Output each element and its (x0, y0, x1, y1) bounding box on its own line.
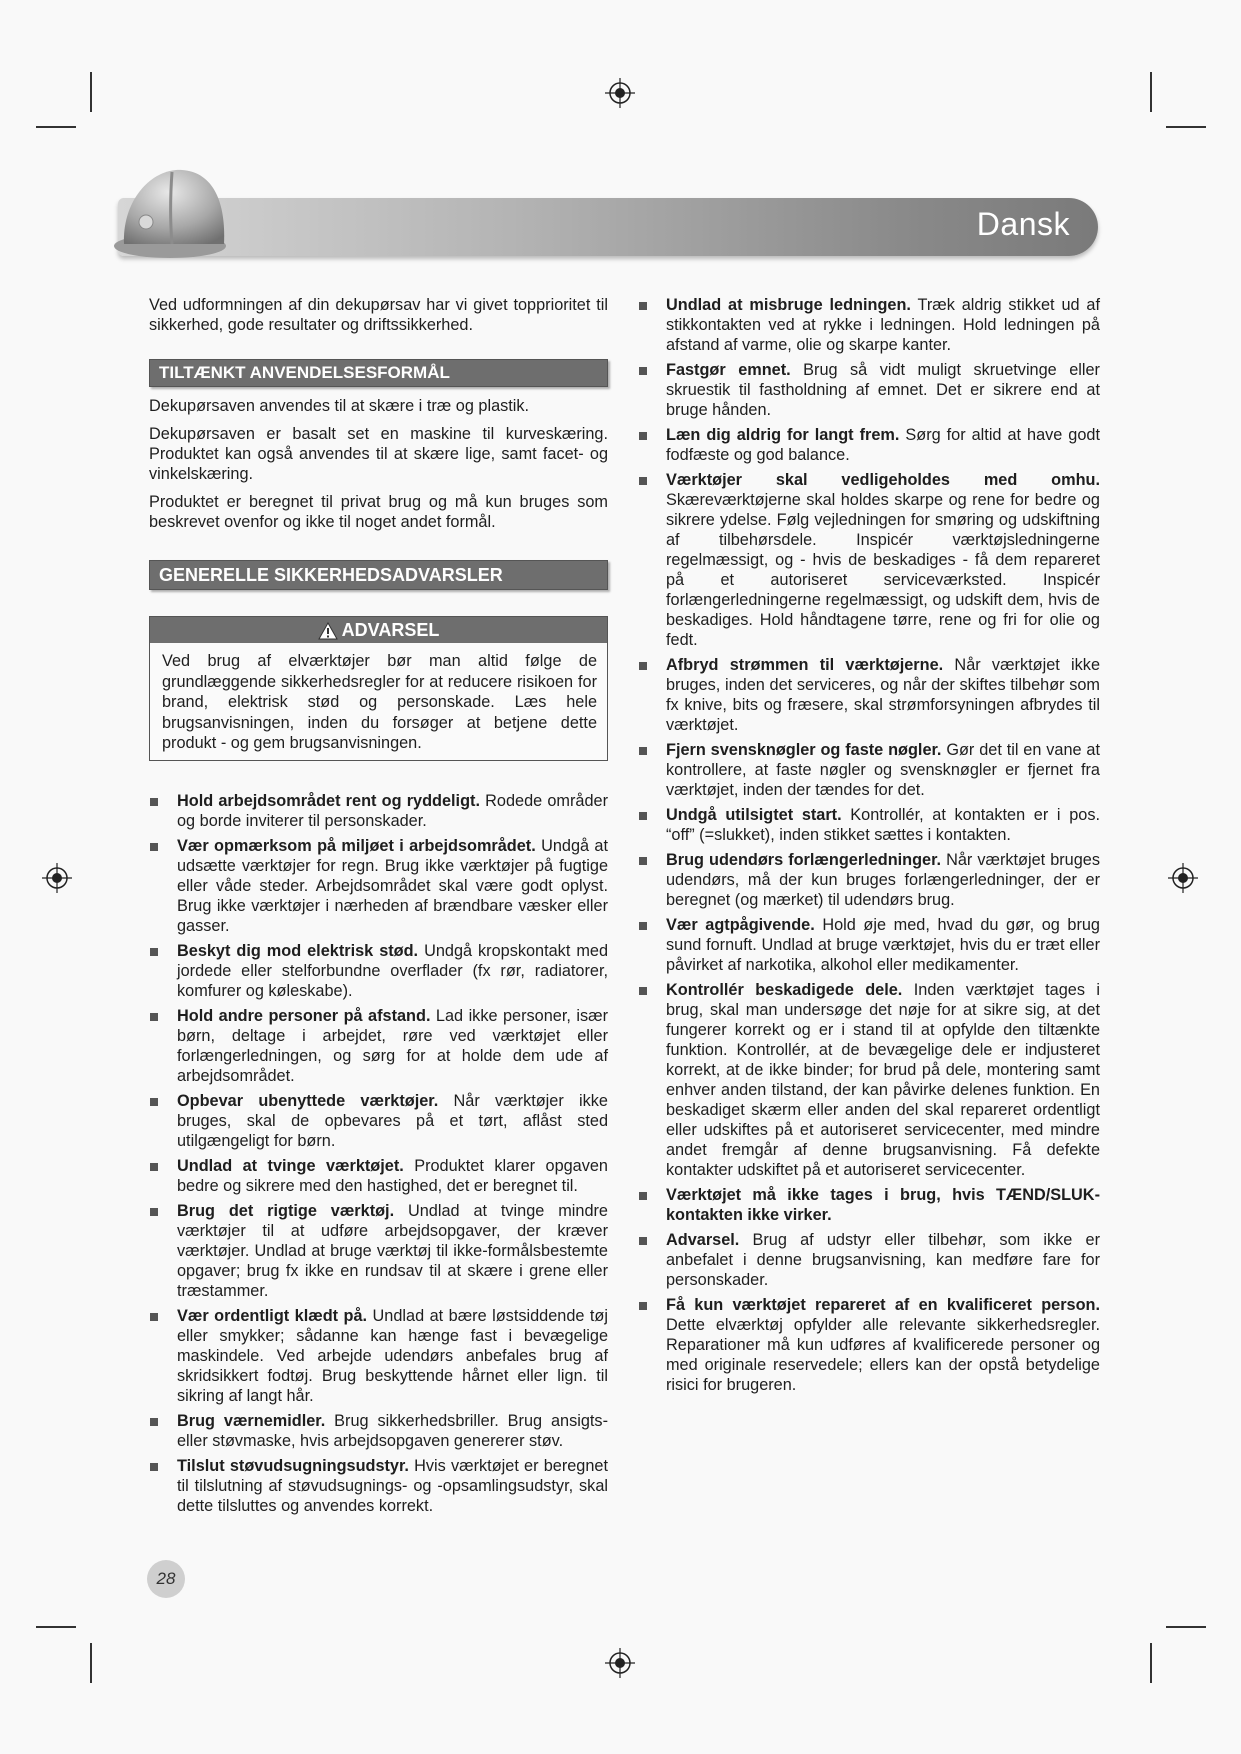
safety-item-text: Kontrollér, at kontakten er i pos. “off” (=slukket), inden stikket sættes i kontakten. (666, 806, 1100, 844)
safety-item-text: Dette elværktøj opfylder alle relevante sikkerhedsregler. Reparationer må kun udføres af kvalificerede personer og med originale reservedele; ellers kan der opstå betydelige risici for brugeren. (666, 1316, 1100, 1394)
bullet-square-icon (639, 1237, 647, 1245)
intended-use-paragraph: Produktet er beregnet til privat brug og må kun bruges som beskrevet ovenfor og ikke til noget andet formål. (149, 493, 608, 531)
safety-item-title: Undlad at tvinge værktøjet. (177, 1156, 404, 1175)
safety-item-text: Undlad at bære løstsiddende tøj eller smykker; sådanne kan hænge fast i bevægelige maskindele. Ved arbejde udendørs anbefales brug af skridsikkert fodtøj. Brug beskyttende hårnet eller lign. til sikring af langt hår. (177, 1306, 608, 1405)
bullet-square-icon (150, 948, 158, 956)
warning-text: Ved brug af elværktøjer bør man altid følge de grundlæggende sikkerhedsregler for at reducere risikoen for brand, elektrisk stød og personskade. Læs hele brugsanvisningen, inden du forsøger at betjene dette produkt - og gem brugsanvisningen. (162, 652, 597, 753)
safety-item-title: Undgå utilsigtet start. (666, 806, 842, 824)
safety-item-text: Brug af udstyr eller tilbehør, som ikke er anbefalet i denne brugsanvisning, kan medføre fare for personskader. (666, 1231, 1100, 1289)
safety-item-title: Vær agtpågivende. (666, 916, 815, 934)
bullet-square-icon (150, 1313, 158, 1321)
safety-item-title: Fastgør emnet. (666, 361, 791, 379)
safety-item-title: Undlad at misbruge ledningen. (666, 296, 911, 314)
crop-mark (90, 72, 92, 112)
left-column (149, 295, 608, 1521)
safety-item-text: Produktet klarer opgaven bedre og sikrere med den hastighed, det er beregnet til. (177, 1156, 608, 1195)
bullet-square-icon (639, 302, 647, 310)
crop-mark (1150, 1643, 1152, 1683)
safety-item-text: Når værktøjer ikke bruges, skal de opbevares på et tørt, aflåst sted utilgængeligt for børn. (177, 1091, 608, 1150)
bullet-square-icon (639, 477, 647, 485)
safety-item (638, 740, 1100, 800)
bullet-square-icon (150, 1463, 158, 1471)
safety-item (149, 1456, 608, 1516)
safety-item (638, 1295, 1100, 1395)
crop-mark (1166, 126, 1206, 128)
safety-item-title: Værktøjet må ikke tages i brug, hvis TÆND/SLUK-kontakten ikke virker. (666, 1186, 1100, 1224)
safety-item (638, 1185, 1100, 1225)
safety-item (638, 470, 1100, 650)
safety-item (149, 791, 608, 831)
bullet-square-icon (639, 432, 647, 440)
crop-mark (90, 1643, 92, 1683)
safety-item (638, 425, 1100, 465)
bullet-square-icon (639, 747, 647, 755)
page-number: 28 (147, 1560, 185, 1598)
bullet-square-icon (639, 367, 647, 375)
bullet-square-icon (639, 812, 647, 820)
safety-item-title: Opbevar ubenyttede værktøjer. (177, 1091, 439, 1110)
safety-item-text: Undgå kropskontakt med jordede eller stelforbundne overflader (fx rør, radiatorer, komfurer og køleskabe). (177, 941, 608, 1000)
bullet-square-icon (150, 1208, 158, 1216)
safety-item-title: Brug udendørs forlængerledninger. (666, 851, 942, 869)
safety-item (149, 941, 608, 1001)
safety-item-title: Læn dig aldrig for langt frem. (666, 426, 900, 444)
intended-use-paragraph: Dekupørsaven anvendes til at skære i træ og plastik. (149, 397, 530, 415)
safety-item (149, 1306, 608, 1406)
safety-item-title: Beskyt dig mod elektrisk stød. (177, 941, 419, 960)
safety-item-text: Inden værktøjet tages i brug, skal man undersøge det nøje for at sikre sig, at det fungerer korrekt og er i stand til at opfylde den tiltænkte funktion. Kontrollér, at de bevægelige dele er indjusteret korrekt, at de ikke binder; for brud på dele, montering samt enhver anden tilstand, der kan påvirke delenes funktion. En beskadiget skærm eller anden del skal repareret ordentligt eller udskiftes på et autoriseret servicecenter, med mindre andet fremgår af denne brugsanvisning. Få defekte kontakter udskiftet på et autoriseret servicecenter. (666, 981, 1100, 1179)
safety-item (638, 850, 1100, 910)
warning-header (150, 617, 607, 643)
safety-item-text: Brug så vidt muligt skruetvinge eller skruestik til fastholdning af emnet. Det er sikrere end at bruge hånden. (666, 361, 1100, 419)
safety-item (638, 295, 1100, 355)
bullet-square-icon (150, 1163, 158, 1171)
safety-item-title: Afbryd strømmen til værktøjerne. (666, 656, 944, 674)
safety-item (149, 1006, 608, 1086)
safety-item (638, 805, 1100, 845)
registration-mark-icon (605, 78, 635, 108)
safety-item-text: Hvis værktøjet er beregnet til tilslutning af støvudsugnings- og -opsamlingsudstyr, skal dette tilsluttes og anvendes korrekt. (177, 1456, 608, 1515)
bullet-square-icon (639, 1302, 647, 1310)
safety-item-title: Advarsel. (666, 1231, 740, 1249)
warning-box (149, 616, 608, 761)
left-safety-list (149, 791, 608, 1516)
safety-item (638, 655, 1100, 735)
safety-item (149, 1156, 608, 1196)
safety-item-text: Undgå at udsætte værktøjer for regn. Brug ikke værktøjer på fugtige eller våde steder. Arbejdsområdet skal være godt oplyst. Brug ikke værktøjer i nærheden af brændbare væsker eller gasser. (177, 836, 609, 935)
safety-item (149, 1201, 608, 1301)
safety-item-title: Vær opmærksom på miljøet i arbejdsområdet. (177, 836, 536, 855)
registration-mark-icon (605, 1648, 635, 1678)
bullet-square-icon (639, 922, 647, 930)
warning-title: ADVARSEL (341, 620, 440, 640)
right-column (638, 295, 1100, 1400)
general-safety-heading: GENERELLE SIKKERHEDSADVARSLER (149, 560, 608, 590)
safety-item-title: Brug det rigtige værktøj. (177, 1201, 395, 1220)
safety-item-text: Lad ikke personer, især børn, deltage i arbejdet, røre ved værktøjet eller forlængerledningen, og sørg for at holde dem ude af arbejdsområdet. (177, 1006, 608, 1085)
safety-item-text: Hold øje med, hvad du gør, og brug sund fornuft. Undlad at bruge værktøjet, hvis du er træt eller påvirket af narkotika, alkohol eller medikamenter. (666, 916, 1100, 974)
safety-item-text: Gør det til en vane at kontrollere, at faste nøgler og svensknøgler er fjernet fra værktøjet, inden der tændes for det. (666, 741, 1100, 799)
bullet-square-icon (639, 987, 647, 995)
safety-item (638, 1230, 1100, 1290)
bullet-square-icon (150, 1013, 158, 1021)
safety-item-title: Tilslut støvudsugningsudstyr. (177, 1456, 409, 1475)
safety-item-text: Sørg for altid at have godt fodfæste og god balance. (666, 426, 1100, 464)
safety-item-title: Fjern svensknøgler og faste nøgler. (666, 741, 942, 759)
intended-use-paragraph: Dekupørsaven er basalt set en maskine til kurveskæring. Produktet kan også anvendes til at skære lige, samt facet- og vinkelskæring. (149, 425, 608, 483)
safety-item-title: Kontrollér beskadigede dele. (666, 981, 903, 999)
right-safety-list (638, 295, 1100, 1395)
crop-mark (36, 126, 76, 128)
safety-item-text: Rodede områder og borde inviterer til personskader. (177, 791, 608, 830)
safety-item-text: Når værktøjet bruges udendørs, må der kun bruges forlængerledninger, der er beregnet (og mærket) til udendørs brug. (666, 851, 1100, 909)
safety-item-title: Hold arbejdsområdet rent og ryddeligt. (177, 791, 480, 810)
bullet-square-icon (150, 843, 158, 851)
intended-use-heading: TILTÆNKT ANVENDELSESFORMÅL (149, 359, 608, 387)
safety-item-title: Hold andre personer på afstand. (177, 1006, 431, 1025)
bullet-square-icon (639, 857, 647, 865)
safety-item-text: Brug sikkerhedsbriller. Brug ansigts- eller støvmaske, hvis arbejdsopgaven genererer støv. (177, 1411, 608, 1450)
safety-item-text: Undlad at tvinge mindre værktøjer til at udføre arbejdsopgaver, der kræver værktøjer. Undlad at bruge værktøj til ikke-formålsbestemte opgaver; brug fx ikke en rundsav til at skære i grene eller træstammer. (177, 1201, 608, 1300)
safety-item-title: Få kun værktøjet repareret af en kvalificeret person. (666, 1296, 1100, 1314)
safety-item-text: Skæreværktøjerne skal holdes skarpe og rene for bedre og sikrere ydelse. Følg vejledningen for smøring og udskiftning af tilbehørsdele. Inspicér værktøjsledningerne regelmæssigt, og - hvis de beskadiges - få dem repareret på et autoriseret serviceværksted. Inspicér forlængerledningerne regelmæssigt, og udskift dem, hvis de beskadiges. Hold håndtagene tørre, rene og fri for olie og fedt. (666, 491, 1100, 649)
language-title: Dansk (976, 206, 1070, 242)
safety-item-title: Brug værnemidler. (177, 1411, 326, 1430)
bullet-square-icon (639, 1192, 647, 1200)
registration-mark-icon (42, 863, 72, 893)
safety-item (638, 360, 1100, 420)
bullet-square-icon (150, 1098, 158, 1106)
crop-mark (1166, 1626, 1206, 1628)
safety-item (638, 980, 1100, 1180)
language-banner (118, 198, 1098, 256)
safety-item-text: Når værktøjet ikke bruges, inden det serviceres, og når der skiftes tilbehør som fx knive, bits og fræsere, skal strømforsyningen afbrydes til værktøjet. (666, 656, 1100, 734)
safety-item (149, 1411, 608, 1451)
warning-triangle-icon (318, 622, 338, 640)
safety-item (149, 1091, 608, 1151)
safety-item (149, 836, 608, 936)
crop-mark (1150, 72, 1152, 112)
bullet-square-icon (639, 662, 647, 670)
intro-text: Ved udformningen af din dekupørsav har vi givet topprioritet til sikkerhed, gode resultater og driftssikkerhed. (149, 296, 608, 334)
safety-item (638, 915, 1100, 975)
bullet-square-icon (150, 798, 158, 806)
safety-item-text: Træk aldrig stikket ud af stikkontakten ved at rykke i ledningen. Hold ledningen på afstand af varme, olie og skarpe kanter. (666, 296, 1100, 354)
bullet-square-icon (150, 1418, 158, 1426)
crop-mark (36, 1626, 76, 1628)
safety-helmet-icon (112, 160, 232, 260)
safety-item-title: Vær ordentligt klædt på. (177, 1306, 368, 1325)
safety-item-title: Værktøjer skal vedligeholdes med omhu. (666, 471, 1100, 489)
registration-mark-icon (1168, 863, 1198, 893)
